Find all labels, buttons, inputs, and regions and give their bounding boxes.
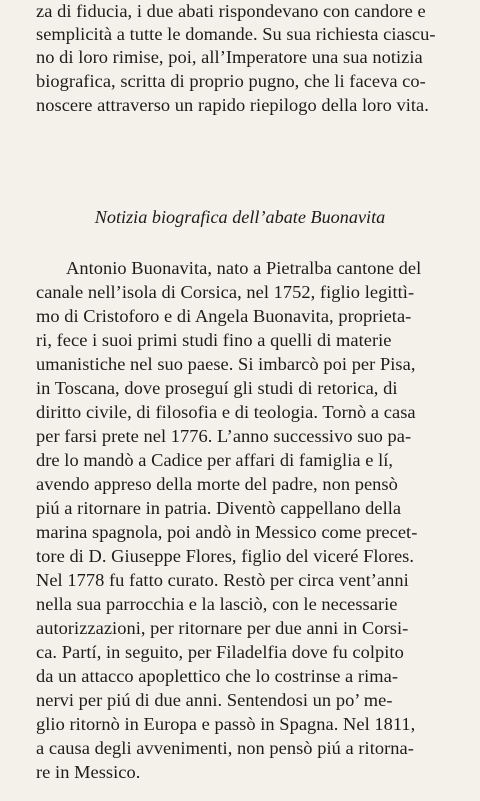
intro-line-5: noscere attraverso un rapido riepilogo della loro vita. [36,95,429,115]
body-line-16: autorizzazioni, per ritornare per due anni in Corsi- [36,618,409,638]
body-line-15: nella sua parrocchia e la lasciò, con le necessarie [36,594,398,614]
body-line-22: re in Messico. [36,762,141,782]
section-heading: Notizia biografica dell’abate Buonavita [94,207,386,227]
body-line-7: diritto civile, di filosofia e di teologia. Tornò a casa [36,402,416,422]
body-line-18: da un attacco apoplettico che lo costrinse a rima- [36,666,398,686]
intro-line-2: semplicità a tutte le domande. Su sua richiesta ciascu- [36,24,436,44]
body-line-11: piú a ritornare in patria. Diventò cappellano della [36,498,402,518]
body-line-20: glio ritornò in Europa e passò in Spagna. Nel 1811, [36,714,416,734]
body-line-5: umanistiche nel suo paese. Si imbarcò poi per Pisa, [36,354,416,374]
body-line-6: in Toscana, dove proseguí gli studi di retorica, di [36,378,398,398]
body-line-19: nervi per piú di due anni. Sentendosi un po’ me- [36,690,393,710]
body-line-21: a causa degli avvenimenti, non pensò piú a ritorna- [36,738,414,758]
body-line-10: avendo appreso della morte del padre, non pensò [36,474,398,494]
intro-line-1: za di fiducia, i due abati rispondevano con candore e [36,1,426,21]
body-line-8: per farsi prete nel 1776. L’anno successivo suo pa- [36,426,412,446]
intro-line-4: biografica, scritta di proprio pugno, che li faceva co- [36,71,426,91]
body-line-4: ri, fece i suoi primi studi fino a quelli di materie [36,330,392,350]
body-line-3: mo di Cristoforo e di Angela Buonavita, proprieta- [36,306,412,326]
intro-line-3: no di loro rimise, poi, all’Imperatore una sua notizia [36,47,423,67]
body-line-2: canale nell’isola di Corsica, nel 1752, figlio legittì- [36,282,415,302]
body-line-1: Antonio Buonavita, nato a Pietralba cantone del [66,258,422,278]
body-line-13: tore di D. Giuseppe Flores, figlio del viceré Flores. [36,546,415,566]
body-line-9: dre lo mandò a Cadice per affari di famiglia e lí, [36,450,394,470]
body-line-14: Nel 1778 fu fatto curato. Restò per circa vent’anni [36,570,409,590]
body-line-17: ca. Partí, in seguito, per Filadelfia dove fu colpito [36,642,404,662]
body-line-12: marina spagnola, poi andò in Messico come precet- [36,522,418,542]
